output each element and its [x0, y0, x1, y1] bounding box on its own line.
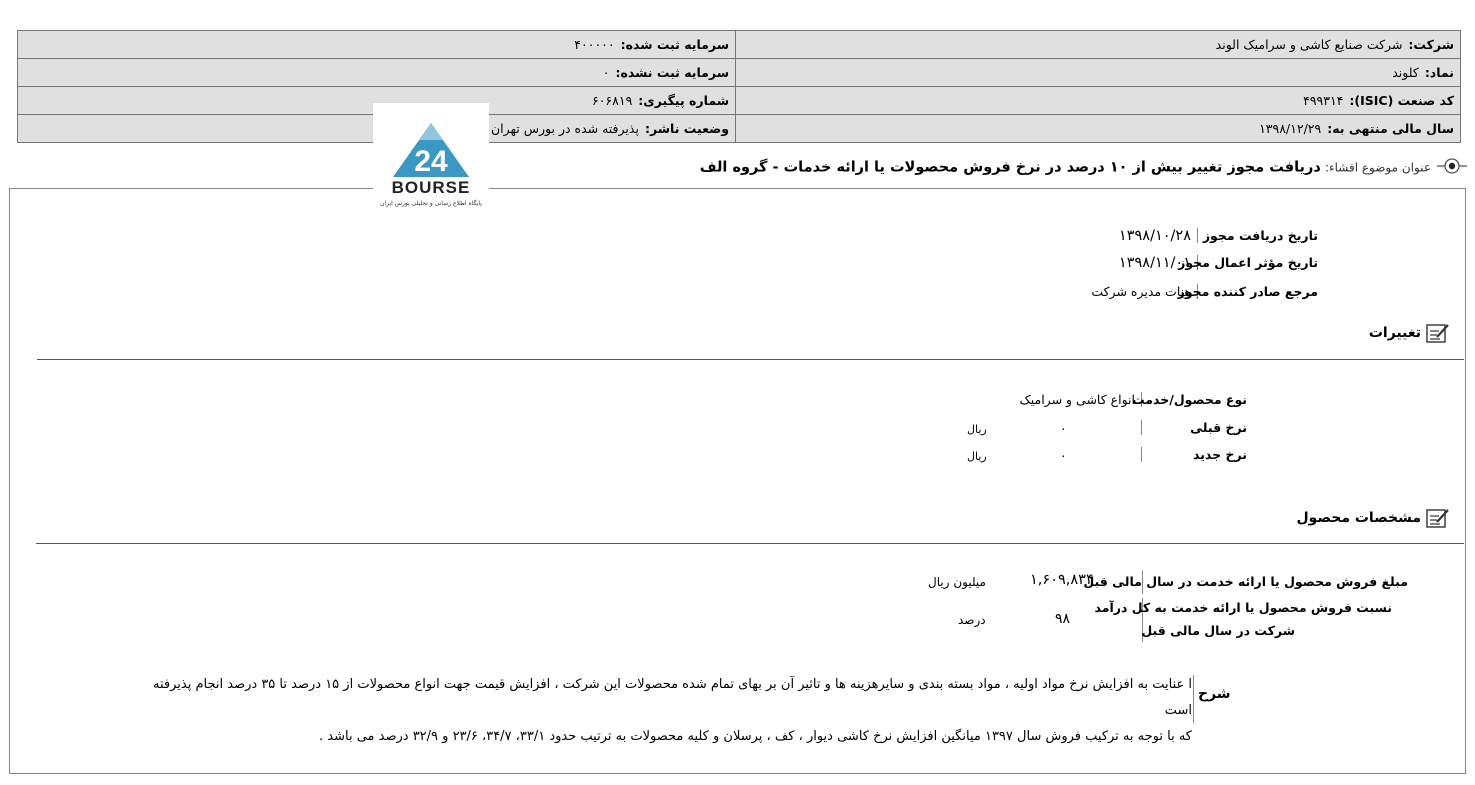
reg-capital-cell: [18, 31, 736, 59]
target-icon: [1437, 155, 1467, 181]
new-rate-label: نرخ جدید: [1141, 447, 1247, 462]
reg-capital-label: سرمایه ثبت شده:: [620, 37, 729, 52]
company-info-table: [17, 30, 1461, 143]
permit-receive-value: ۱۳۹۸/۱۰/۲۸: [1118, 228, 1191, 244]
symbol-value: کلوند: [1392, 65, 1419, 80]
fiscal-label: سال مالی منتهی به:: [1327, 121, 1454, 136]
subject-value: دریافت مجوز تغییر بیش از ۱۰ درصد در نرخ فروش محصولات یا ارائه خدمات - گروه الف: [699, 159, 1321, 176]
description-line2: که با توجه به ترکیب فروش سال ۱۳۹۷ میانگین افزایش نرخ کاشی دیوار ، کف ، پرسلان و کلیه محصولات به ترتیب حدود ۳۳/۱، ۳۴/۷، ۲۳/۶ و ۳۲/۹ درصد می باشد .: [319, 729, 1192, 744]
isic-value: ۴۹۹۳۱۴: [1303, 93, 1344, 108]
permit-receive-label: تاریخ دریافت مجوز: [1197, 228, 1318, 243]
ratio-value: ۹۸: [1055, 611, 1071, 627]
isic-label: کد صنعت (ISIC):: [1349, 93, 1454, 108]
ratio-label-line2: شرکت در سال مالی قبل: [1141, 623, 1295, 638]
old-rate-row: [1141, 420, 1247, 435]
description-label: شرح: [1198, 686, 1231, 702]
bourse24-logo: [373, 103, 489, 211]
header-row-fiscal: [18, 115, 1461, 143]
permit-issuer-value: هیات مدیره شرکت: [1091, 284, 1191, 299]
fiscal-value: ۱۳۹۸/۱۲/۲۹: [1259, 121, 1322, 136]
product-spec-section-title: [1297, 507, 1451, 529]
description-separator: [1193, 675, 1194, 723]
permit-issuer-label: مرجع صادر کننده مجوز: [1177, 284, 1318, 299]
permit-receive-row: [1119, 228, 1318, 244]
unreg-capital-label: سرمایه ثبت نشده:: [615, 65, 729, 80]
permit-effective-row: [1119, 255, 1318, 271]
subject-label: عنوان موضوع افشاء:: [1324, 160, 1431, 175]
changes-divider: [37, 359, 1464, 360]
product-type-value: انواع کاشی و سرامیک: [1019, 392, 1135, 407]
permit-effective-label: تاریخ مؤثر اعمال مجوز: [1178, 255, 1318, 270]
header-row-company: [18, 31, 1461, 59]
svg-text:24: 24: [414, 145, 448, 178]
unreg-capital-cell: [18, 59, 736, 87]
edit-note-icon: [1425, 322, 1451, 344]
disclosure-subject: [700, 155, 1467, 181]
reg-capital-value: ۴۰۰۰۰۰: [574, 37, 615, 52]
header-row-symbol: [18, 59, 1461, 87]
logo-wordmark: BOURSE: [391, 178, 471, 197]
sales-label: مبلغ فروش محصول یا ارائه خدمت در سال مالی قبل: [1083, 574, 1408, 589]
logo-subtitle: پایگاه اطلاع رسانی و تحلیلی بورس ایران: [380, 200, 482, 207]
product-spec-divider: [36, 543, 1464, 544]
unreg-capital-value: ۰: [602, 65, 610, 80]
changes-title-text: تغییرات: [1368, 325, 1421, 341]
tracking-label: شماره پیگیری:: [638, 93, 729, 108]
sales-value: ۱,۶۰۹,۸۳۴: [1030, 572, 1094, 588]
old-rate-value: ۰: [1060, 421, 1067, 436]
isic-cell: [736, 87, 1461, 115]
old-rate-label: نرخ قبلی: [1141, 420, 1247, 435]
ratio-label-line1: نسبت فروش محصول یا ارائه خدمت به کل درآمد: [1094, 600, 1392, 615]
tracking-value: ۶۰۶۸۱۹: [592, 93, 633, 108]
permit-issuer-row: [1091, 284, 1318, 299]
box-top-border-left: [9, 188, 373, 189]
product-type-label: نوع محصول/خدمت: [1132, 392, 1247, 407]
new-rate-value: ۰: [1060, 448, 1067, 463]
product-type-row: [1020, 392, 1247, 407]
symbol-cell: [736, 59, 1461, 87]
old-rate-unit: ریال: [967, 423, 987, 436]
permit-effective-value: ۱۳۹۸/۱۱/۰۱: [1118, 255, 1191, 271]
fiscal-cell: [736, 115, 1461, 143]
company-cell: [736, 31, 1461, 59]
company-label: شرکت:: [1408, 37, 1454, 52]
sales-unit: میلیون ریال: [928, 575, 986, 589]
bourse-triangle-icon: [373, 103, 489, 181]
symbol-label: نماد:: [1424, 65, 1454, 80]
new-rate-row: [1141, 447, 1247, 462]
header-row-isic: [18, 87, 1461, 115]
ratio-unit: درصد: [958, 613, 986, 627]
box-top-border-right: [489, 188, 1465, 189]
publisher-label: وضعیت ناشر:: [644, 121, 729, 136]
product-spec-title-text: مشخصات محصول: [1296, 510, 1421, 526]
description-text: [132, 672, 1192, 750]
company-value: شرکت صنایع کاشی و سرامیک الوند: [1215, 37, 1403, 52]
description-line1: ا عنایت به افزایش نرخ مواد اولیه ، مواد بسته بندی و سایرهزینه ها و تاثیر آن بر بهای تمام شده محصولات این شرکت ، افزایش قیمت جهت انواع محصولات از ۱۵ درصد تا ۳۵ درصد انجام پذیرفته است: [153, 677, 1192, 718]
edit-note-icon: [1425, 507, 1451, 529]
publisher-value: پذیرفته شده در بورس تهران: [490, 121, 639, 136]
changes-section-title: [1369, 322, 1451, 344]
new-rate-unit: ریال: [967, 450, 987, 463]
